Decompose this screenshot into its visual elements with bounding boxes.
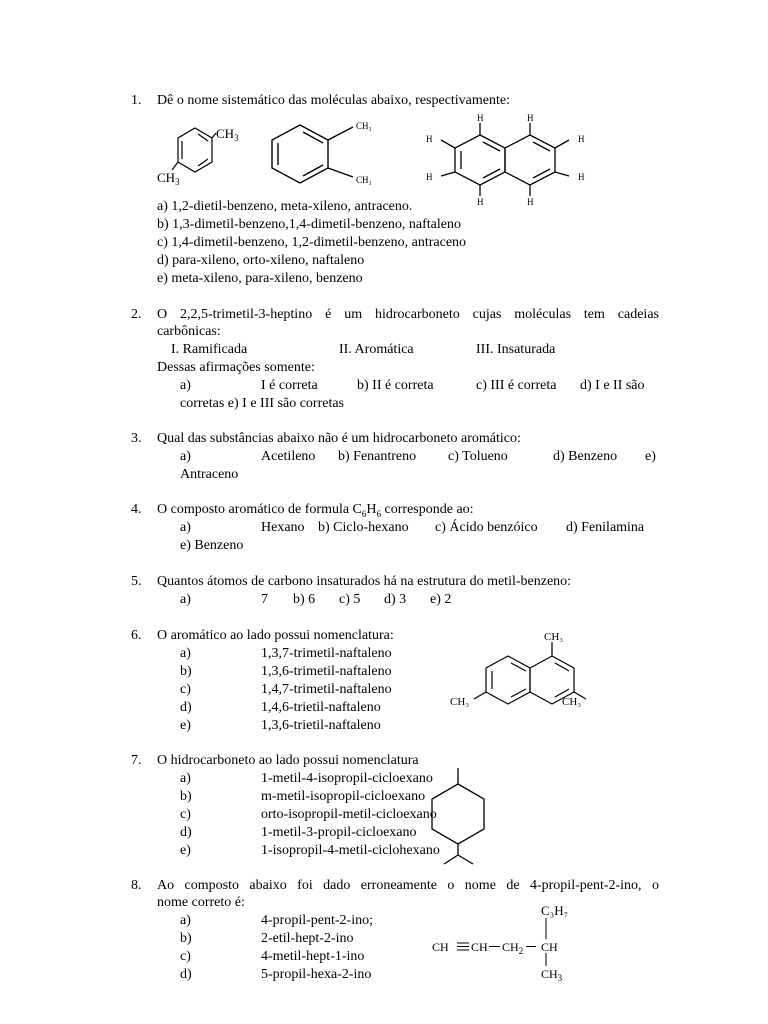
q3-option-a-letter[interactable]: a) — [180, 449, 191, 464]
q4-stem: O composto aromático de formula $C_6H_6$ corresponde ao: — [157, 502, 474, 519]
q3-option-e[interactable]: Antraceno — [180, 467, 239, 482]
q2-stem-line1: O 2,2,5-trimetil-3-heptino é um hidrocarboneto cujas moléculas tem cadeias — [157, 307, 659, 322]
q5-option-c[interactable]: c) 5 — [339, 592, 361, 607]
q3-option-c[interactable]: c) Tolueno — [448, 449, 508, 464]
q7-number: 7. — [131, 753, 142, 768]
q1-mol2-bottom: CH₃ — [356, 175, 372, 185]
q4-option-a-letter[interactable]: a) — [180, 520, 191, 535]
q7-option-e[interactable]: 1-isopropil-4-metil-ciclohexano — [261, 843, 440, 858]
q3-option-a[interactable]: Acetileno — [261, 449, 316, 464]
svg-text:H: H — [477, 113, 484, 123]
q7-option-e-letter[interactable]: e) — [180, 843, 191, 858]
svg-text:CH: CH — [432, 940, 449, 954]
q6-stem: O aromático ao lado possui nomenclatura: — [157, 628, 394, 643]
q6-number: 6. — [131, 628, 142, 643]
q1-option-e[interactable]: e) meta-xileno, para-xileno, benzeno — [157, 271, 363, 286]
q4-option-d[interactable]: d) Fenilamina — [566, 520, 645, 535]
q4-option-c[interactable]: c) Ácido benzóico — [435, 520, 538, 535]
q6-option-a-letter[interactable]: a) — [180, 646, 191, 661]
q5-option-e[interactable]: e) 2 — [430, 592, 452, 607]
q2-option-a-letter[interactable]: a) — [180, 378, 191, 393]
q6-option-b-letter[interactable]: b) — [180, 664, 192, 679]
q5-option-d[interactable]: d) 3 — [384, 592, 407, 607]
q3-option-e-letter[interactable]: e) — [645, 449, 656, 464]
q1-mol2-top: CH₃ — [356, 121, 372, 131]
svg-text:CH: CH — [471, 940, 488, 954]
q6-option-e-letter[interactable]: e) — [180, 718, 191, 733]
q1-option-a[interactable]: a) 1,2-dietil-benzeno, meta-xileno, antraceno. — [157, 199, 413, 214]
q4-option-a[interactable]: Hexano — [261, 520, 305, 535]
q3-option-b[interactable]: b) Fenantreno — [338, 449, 417, 464]
q7-option-a[interactable]: 1-metil-4-isopropil-cicloexano — [261, 771, 433, 786]
svg-text:CH2: $CH_2$ — [502, 940, 524, 956]
q3-option-d[interactable]: d) Benzeno — [553, 449, 618, 464]
q1-option-c[interactable]: c) 1,4-dimetil-benzeno, 1,2-dimetil-benzeno, antraceno — [157, 235, 467, 250]
q2-stem-line4: Dessas afirmações somente: — [157, 360, 315, 375]
q8-number: 8. — [131, 878, 142, 893]
svg-text:H: H — [527, 113, 534, 123]
q6-option-e[interactable]: 1,3,6-trietil-naftaleno — [261, 718, 381, 733]
q2-option-a[interactable]: I é correta — [261, 378, 318, 393]
q8-stem-line2: nome correto é: — [157, 895, 245, 910]
svg-text:CH₃: CH₃ — [544, 631, 564, 643]
q7-stem: O hidrocarboneto ao lado possui nomenclatura — [157, 753, 419, 768]
q8-option-c-letter[interactable]: c) — [180, 949, 191, 964]
q2-option-d-e-continued[interactable]: corretas e) I e III são corretas — [180, 396, 345, 411]
q8-option-d[interactable]: 5-propil-hexa-2-ino — [261, 967, 372, 982]
q8-stem-line1: Ao composto abaixo foi dado erroneamente o nome de 4-propil-pent-2-ino, o — [157, 878, 659, 893]
q5-number: 5. — [131, 574, 142, 589]
q1-molecule-ortho-xylene — [272, 125, 353, 183]
q1-mol3-hydrogens — [426, 113, 585, 207]
svg-text:CH₃: CH₃ — [450, 696, 470, 708]
q1-option-d[interactable]: d) para-xileno, orto-xileno, naftaleno — [157, 253, 365, 268]
svg-text:H: H — [477, 197, 484, 207]
q2-item-2: II. Aromática — [339, 342, 414, 357]
q7-option-a-letter[interactable]: a) — [180, 771, 191, 786]
q5-stem: Quantos átomos de carbono insaturados há na estrutura do metil-benzeno: — [157, 574, 572, 589]
q1-option-b[interactable]: b) 1,3-dimetil-benzeno,1,4-dimetil-benzeno, naftaleno — [157, 217, 462, 232]
q5-option-a-letter[interactable]: a) — [180, 592, 191, 607]
q1-mol1-top: $CH_3$ — [216, 126, 239, 143]
svg-text:H: H — [426, 172, 433, 182]
q8-option-b[interactable]: 2-etil-hept-2-ino — [261, 931, 354, 946]
q8-option-b-letter[interactable]: b) — [180, 931, 192, 946]
q6-option-c-letter[interactable]: c) — [180, 682, 191, 697]
q7-option-c[interactable]: orto-isopropil-metil-cicloexano — [261, 807, 437, 822]
q2-stem-line2: carbônicas: — [157, 324, 221, 339]
q8-option-c[interactable]: 4-metil-hept-1-ino — [261, 949, 365, 964]
q1-molecule-para-xylene — [172, 128, 216, 172]
q8-option-d-letter[interactable]: d) — [180, 967, 192, 982]
svg-text:CH3: $CH_3$ — [541, 967, 563, 983]
q3-number: 3. — [131, 431, 142, 446]
q6-option-d-letter[interactable]: d) — [180, 700, 192, 715]
q6-option-d[interactable]: 1,4,6-trietil-naftaleno — [261, 700, 381, 715]
svg-text:H: H — [578, 134, 585, 144]
svg-text:CH₃: CH₃ — [562, 696, 582, 708]
q5-option-a[interactable]: 7 — [261, 592, 268, 607]
q4-number: 4. — [131, 502, 142, 517]
q1-mol1-bottom: $CH_3$ — [157, 170, 180, 187]
q3-stem: Qual das substâncias abaixo não é um hidrocarboneto aromático: — [157, 431, 521, 446]
svg-text:C₃H₇: C₃H₇ — [541, 903, 569, 918]
svg-text:H: H — [527, 197, 534, 207]
q2-item-3: III. Insaturada — [476, 342, 556, 357]
q6-option-c[interactable]: 1,4,7-trimetil-naftaleno — [261, 682, 392, 697]
q1-molecule-naphthalene — [441, 123, 569, 196]
svg-text:H: H — [426, 134, 433, 144]
q8-option-a[interactable]: 4-propil-pent-2-ino; — [261, 913, 373, 928]
q2-number: 2. — [131, 307, 142, 322]
svg-text:CH: CH — [541, 940, 558, 954]
q8-option-a-letter[interactable]: a) — [180, 913, 191, 928]
q7-option-b-letter[interactable]: b) — [180, 789, 192, 804]
q7-option-d-letter[interactable]: d) — [180, 825, 192, 840]
q1-stem: Dê o nome sistemático das moléculas abaixo, respectivamente: — [157, 93, 510, 108]
q7-option-b[interactable]: m-metil-isopropil-cicloexano — [261, 789, 426, 804]
q2-option-c[interactable]: c) III é correta — [476, 378, 557, 393]
q1-number: 1. — [131, 93, 142, 108]
q2-item-1: I. Ramificada — [171, 342, 248, 357]
q4-option-b[interactable]: b) Ciclo-hexano — [318, 520, 409, 535]
q4-option-e[interactable]: e) Benzeno — [180, 538, 244, 553]
q5-option-b[interactable]: b) 6 — [293, 592, 316, 607]
q6-option-b[interactable]: 1,3,6-trimetil-naftaleno — [261, 664, 392, 679]
q7-option-d[interactable]: 1-metil-3-propil-cicloexano — [261, 825, 417, 840]
q7-option-c-letter[interactable]: c) — [180, 807, 191, 822]
q2-option-b[interactable]: b) II é correta — [357, 378, 434, 393]
svg-text:H: H — [578, 172, 585, 182]
q6-option-a[interactable]: 1,3,7-trimetil-naftaleno — [261, 646, 392, 661]
q2-option-d[interactable]: d) I e II são — [580, 378, 645, 393]
